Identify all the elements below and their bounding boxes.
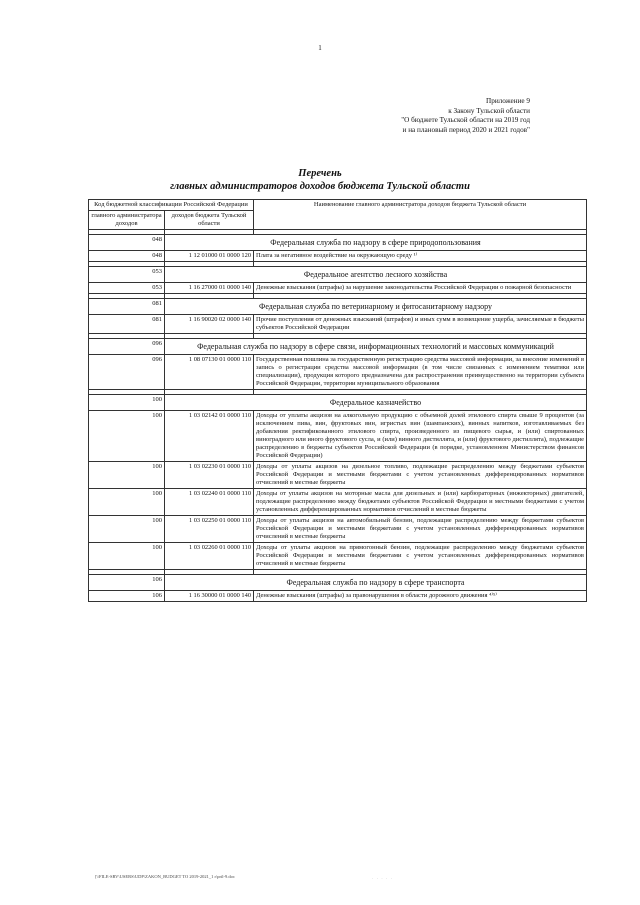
group-row: [89, 575, 587, 591]
admin-code: 100: [89, 395, 165, 411]
income-description: Доходы от уплаты акцизов на автомобильный бензин, подлежащие распределению между бюджетами субъектов Российской Федерации и местными бюджетами с учетом установленных дифференцированных нормативов отчислений в местные бюджеты: [254, 516, 587, 543]
administrators-table: [88, 199, 587, 602]
admin-code: 100: [89, 462, 165, 489]
administrator-name: Федеральная служба по ветеринарному и фитосанитарному надзору: [165, 299, 587, 315]
group-row: [89, 339, 587, 355]
income-row: [89, 251, 587, 262]
footer-mark: · · · · ·: [372, 876, 393, 881]
income-row: [89, 411, 587, 462]
income-row: [89, 591, 587, 602]
income-row: [89, 315, 587, 334]
admin-code: 100: [89, 543, 165, 570]
income-code: 1 03 02240 01 0000 110: [165, 489, 254, 516]
title-line-2: главных администраторов доходов бюджета Тульской области: [170, 181, 470, 192]
admin-code: 106: [89, 591, 165, 602]
income-description: Доходы от уплаты акцизов на дизельное топливо, подлежащие распределению между бюджетами субъектов Российской Федерации и местными бюджетами с учетом установленных дифференцированных нормативов отчислений в местные бюджеты: [254, 462, 587, 489]
income-description: Доходы от уплаты акцизов на прямогонный бензин, подлежащие распределению между бюджетами субъектов Российской Федерации и местными бюджетами с учетом установленных дифференцированных нормативов отчислений в местные бюджеты: [254, 543, 587, 570]
admin-code: 106: [89, 575, 165, 591]
income-description: Плата за негативное воздействие на окружающую среду ¹⁾: [254, 251, 587, 262]
income-row: [89, 462, 587, 489]
income-code: 1 12 01000 01 0000 120: [165, 251, 254, 262]
admin-code: 081: [89, 315, 165, 334]
income-row: [89, 283, 587, 294]
group-row: [89, 267, 587, 283]
page-number: 1: [318, 44, 322, 52]
header-admin: главного администратора доходов: [89, 211, 165, 230]
admin-code: 053: [89, 267, 165, 283]
document-title: [0, 167, 640, 193]
income-code: 1 16 30000 01 0000 140: [165, 591, 254, 602]
administrator-name: Федеральное агентство лесного хозяйства: [165, 267, 587, 283]
admin-code: 053: [89, 283, 165, 294]
header-income: доходов бюджета Тульской области: [165, 211, 254, 230]
income-row: [89, 489, 587, 516]
administrator-name: Федеральное казначейство: [165, 395, 587, 411]
admin-code: 100: [89, 411, 165, 462]
group-row: [89, 235, 587, 251]
appendix-note: [340, 97, 530, 135]
header-kbk: Код бюджетной классификации Российской Федерации: [89, 200, 254, 211]
admin-code: 096: [89, 339, 165, 355]
appendix-line-1: Приложение 9: [486, 97, 530, 105]
income-code: 1 03 02250 01 0000 110: [165, 516, 254, 543]
income-row: [89, 355, 587, 390]
income-row: [89, 516, 587, 543]
administrator-name: Федеральная служба по надзору в сфере транспорта: [165, 575, 587, 591]
appendix-line-4: и на плановый период 2020 и 2021 годов": [402, 125, 530, 134]
table-header-row: [89, 200, 587, 211]
appendix-line-3: "О бюджете Тульской области на 2019 год: [401, 116, 530, 124]
group-row: [89, 299, 587, 315]
admin-code: 096: [89, 355, 165, 390]
income-description: Прочие поступления от денежных взысканий (штрафов) и иных сумм в возмещение ущерба, зачисляемые в бюджеты субъектов Российской Федерации: [254, 315, 587, 334]
appendix-line-2: к Закону Тульской области: [448, 106, 530, 115]
group-row: [89, 395, 587, 411]
income-code: 1 08 07130 01 0000 110: [165, 355, 254, 390]
admin-code: 100: [89, 516, 165, 543]
income-row: [89, 543, 587, 570]
admin-code: 048: [89, 251, 165, 262]
income-code: 1 16 27000 01 0000 140: [165, 283, 254, 294]
income-code: 1 16 90020 02 0000 140: [165, 315, 254, 334]
header-name: Наименование главного администратора доходов бюджета Тульской области: [254, 200, 587, 230]
file-path-footer: [\\FILE-SRV\USERS\UDP\ZAKON_BUDGET TO 2019-2021_1 r\pril-9.doc: [95, 874, 235, 879]
admin-code: 081: [89, 299, 165, 315]
income-description: Государственная пошлина за государственную регистрацию средства массовой информации, за внесение изменений в запись о регистрации средства массовой информации (в том числе связанных с изменением тематики или специализации), продукция которого предназначена для распространения преимущественно на территории субъекта Российской Федерации, территории муниципального образования: [254, 355, 587, 390]
income-code: 1 03 02142 01 0000 110: [165, 411, 254, 462]
income-code: 1 03 02260 01 0000 110: [165, 543, 254, 570]
income-description: Денежные взыскания (штрафы) за нарушение законодательства Российской Федерации о пожарной безопасности: [254, 283, 587, 294]
income-code: 1 03 02230 01 0000 110: [165, 462, 254, 489]
admin-code: 048: [89, 235, 165, 251]
income-description: Денежные взыскания (штрафы) за правонарушения в области дорожного движения ⁴⁾⁵⁾: [254, 591, 587, 602]
income-description: Доходы от уплаты акцизов на алкогольную продукцию с объемной долей этилового спирта свыше 9 процентов (за исключением пива, вин, фруктовых вин, игристых вин (шампанских), винных напитков, изготавливаемых без добавления ректификованного этилового спирта, произведенного из пищевого сырья, и (или) спиртованных виноградного или иного фруктового сусла, и (или) винного дистиллята, и (или) фруктового дистиллята), подлежащие распределению в бюджеты субъектов Российской Федерации (в порядке, установленном Министерством финансов Российской Федерации): [254, 411, 587, 462]
income-description: Доходы от уплаты акцизов на моторные масла для дизельных и (или) карбюраторных (инжекторных) двигателей, подлежащие распределению между бюджетами субъектов Российской Федерации и местными бюджетами с учетом установленных дифференцированных нормативов отчислений в местные бюджеты: [254, 489, 587, 516]
administrator-name: Федеральная служба по надзору в сфере природопользования: [165, 235, 587, 251]
title-line-1: Перечень: [298, 168, 342, 179]
admin-code: 100: [89, 489, 165, 516]
administrator-name: Федеральная служба по надзору в сфере связи, информационных технологий и массовых коммуникаций: [165, 339, 587, 355]
